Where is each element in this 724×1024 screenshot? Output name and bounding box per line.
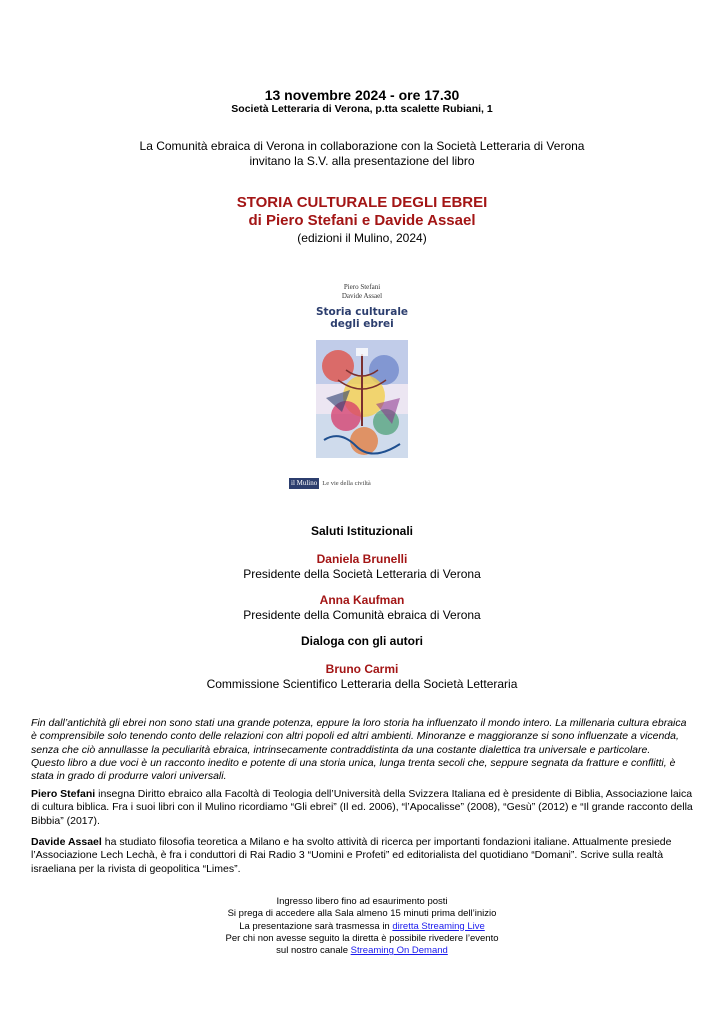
notes-line-3-prefix: La presentazione sarà trasmessa in <box>239 920 393 932</box>
cover-artwork <box>316 340 408 458</box>
book-cover <box>286 280 438 492</box>
cover-title-line-2: degli ebrei <box>330 318 394 330</box>
abstract-paragraph-1: Fin dall’antichità gli ebrei non sono stati una grande potenza, eppure la loro storia ha influenzato il mondo intero. La millenaria cultura ebraica è comprensibile solo tenendo conto delle relazioni con altri popoli ed altri ambienti. Minoranze e maggioranze si sono influenzate a vicenda, senza che ciò annullasse la peculiarità ebraica, intrinsecamente contraddistinta da una costante dialettica tra universale e particolare. <box>31 717 687 756</box>
cover-author-1: Piero Stefani <box>343 283 381 291</box>
bio-assael <box>31 836 694 876</box>
notes-line-5 <box>0 945 724 957</box>
cover-author-2: Davide Assael <box>341 292 383 300</box>
notes-line-3 <box>0 921 724 933</box>
cover-title <box>286 306 438 330</box>
cover-footer <box>289 478 437 489</box>
intro-line-1: La Comunità ebraica di Verona in collaborazione con la Società Letteraria di Verona <box>139 139 585 153</box>
bio-assael-name: Davide Assael <box>31 836 102 848</box>
speaker-1-name: Daniela Brunelli <box>316 552 408 566</box>
book-edition: (edizioni il Mulino, 2024) <box>297 231 427 245</box>
invitation-intro <box>0 139 724 169</box>
bio-assael-text: ha studiato filosofia teoretica a Milano e ha svolto attività di ricerca per importanti fondazioni italiane. Attualmente presiede l’Associazione Lech Lechà, è fra i conduttori di Rai Radio 3 “Uomini e Profeti” ed editorialista del quotidiano “Domani”. Scrive sulla realtà israeliana per la rivista di geopolitica “Limes”. <box>31 836 672 875</box>
speaker-3-role: Commissione Scientifico Letteraria della Società Letteraria <box>206 677 518 691</box>
speaker-1-role: Presidente della Società Letteraria di Verona <box>243 567 481 581</box>
greetings-heading: Saluti Istituzionali <box>310 524 413 538</box>
book-authors: di Piero Stefani e Davide Assael <box>248 212 476 229</box>
intro-line-2: invitano la S.V. alla presentazione del libro <box>249 154 475 168</box>
book-abstract <box>31 717 694 783</box>
streaming-live-link[interactable]: diretta Streaming Live <box>392 920 485 932</box>
notes-line-4: Per chi non avesse seguito la diretta è possibile rivedere l’evento <box>225 932 499 944</box>
dialog-heading: Dialoga con gli autori <box>300 634 423 648</box>
notes-line-1: Ingresso libero fino ad esaurimento posti <box>276 896 448 907</box>
bio-stefani <box>31 788 694 828</box>
streaming-on-demand-link[interactable]: Streaming On Demand <box>350 945 448 957</box>
notes-line-5-prefix: sul nostro canale <box>276 945 351 957</box>
cover-title-line-1: Storia culturale <box>315 306 409 318</box>
speaker-2-role: Presidente della Comunità ebraica di Verona <box>243 608 481 622</box>
speaker-2-name: Anna Kaufman <box>319 593 405 607</box>
book-title-block <box>0 194 724 230</box>
bio-stefani-text: insegna Diritto ebraico alla Facoltà di Teologia dell’Università della Svizzera Italiana ed è presidente di Biblia, Associazione laica di cultura biblica. Fra i suoi libri con il Mulino ricordiamo “Gli ebrei” (Il ed. 2006), “l’Apocalisse” (2008), “Gesù” (2012) e “Il grande racconto della Bibbia” (2017). <box>31 788 693 827</box>
book-title: STORIA CULTURALE DEGLI EBREI <box>236 194 488 211</box>
event-date: 13 novembre 2024 - ore 17.30 <box>264 87 460 103</box>
notes-line-2: Si prega di accedere alla Sala almeno 15 minuti prima dell’inizio <box>227 908 497 920</box>
bio-stefani-name: Piero Stefani <box>31 788 96 800</box>
speaker-3-name: Bruno Carmi <box>325 662 399 676</box>
event-venue: Società Letteraria di Verona, p.tta scalette Rubiani, 1 <box>231 103 493 115</box>
cover-authors <box>286 283 438 301</box>
event-notes <box>0 896 724 957</box>
publisher-logo: il Mulino <box>291 479 318 487</box>
cover-series: Le vie della civiltà <box>322 480 371 487</box>
abstract-paragraph-2: Questo libro a due voci è un racconto inedito e potente di una storia unica, lunga trenta secoli che, seppure segnata da fratture e conflitti, è stata in grado di produrre valori universali. <box>31 756 676 783</box>
